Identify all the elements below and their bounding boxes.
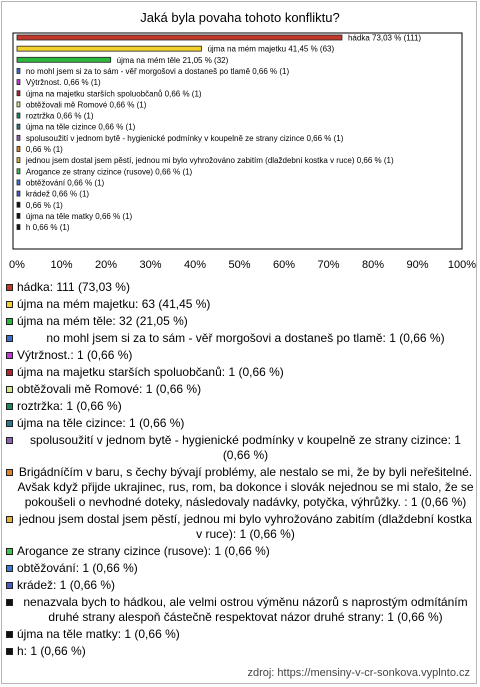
legend — [6, 280, 474, 661]
legend-swatch — [6, 318, 13, 325]
legend-item — [6, 512, 474, 542]
legend-swatch — [6, 631, 13, 638]
legend-label: obtěžovali mě Romové: 1 (0,66 %) — [17, 382, 202, 396]
x-tick-label-1: 10% — [50, 259, 73, 271]
legend-label: krádež: 1 (0,66 %) — [17, 578, 116, 592]
bar-12 — [17, 169, 20, 174]
legend-swatch — [6, 582, 13, 589]
chart-title: Jaká byla povaha tohoto konfliktu? — [140, 10, 340, 25]
bar-7 — [17, 113, 20, 118]
legend-swatch — [6, 548, 13, 555]
bar-9 — [17, 135, 20, 140]
x-tick-label-10: 100% — [447, 259, 477, 271]
bar-10 — [17, 147, 20, 152]
legend-label: újma na majetku starších spoluobčanů: 1 (0,66 %) — [17, 365, 284, 379]
legend-item — [6, 595, 474, 625]
bar-chart — [0, 0, 480, 280]
legend-item — [6, 627, 474, 642]
legend-swatch — [6, 403, 13, 410]
x-tick-label-8: 80% — [361, 259, 385, 271]
legend-item — [6, 348, 474, 363]
bar-label-8: újma na těle cizince 0,66 % (1) — [25, 122, 136, 132]
legend-swatch — [6, 516, 13, 523]
legend-swatch — [6, 437, 13, 444]
bar-1 — [17, 46, 201, 51]
bar-17 — [17, 225, 20, 230]
legend-label: hádka: 111 (73,03 %) — [17, 280, 130, 294]
legend-item — [6, 561, 474, 576]
bar-label-3: no mohl jsem si za to sám - věř morgošovi a dostaneš po tlamě 0,66 % (1) — [25, 66, 290, 76]
x-tick-label-9: 90% — [406, 259, 429, 271]
bar-label-13: obtěžování 0,66 % (1) — [25, 178, 105, 188]
legend-label: Výtržnost.: 1 (0,66 %) — [17, 348, 133, 362]
bar-label-2: újma na mém těle 21,05 % (32) — [116, 55, 229, 65]
legend-label: Arogance ze strany cizince (rusove): 1 (0,66 %) — [17, 544, 270, 558]
legend-label: roztržka: 1 (0,66 %) — [17, 399, 122, 413]
x-tick-label-6: 60% — [272, 259, 296, 271]
bar-14 — [17, 191, 20, 196]
bar-label-1: újma na mém majetku 41,45 % (63) — [207, 44, 335, 54]
legend-item — [6, 365, 474, 380]
bar-label-4: Výtržnost. 0,66 % (1) — [25, 78, 101, 88]
legend-item — [6, 331, 474, 346]
legend-item — [6, 280, 474, 295]
bar-5 — [17, 91, 20, 96]
legend-item — [6, 297, 474, 312]
legend-label: no mohl jsem si za to sám - věř morgošovi a dostaneš po tlamě: 1 (0,66 %) — [46, 331, 445, 345]
bar-15 — [17, 202, 20, 207]
bar-8 — [17, 124, 20, 129]
bar-6 — [17, 102, 20, 107]
legend-label: újma na těle matky: 1 (0,66 %) — [17, 627, 180, 641]
x-tick-label-5: 50% — [228, 259, 251, 271]
legend-item — [6, 465, 474, 510]
bar-label-11: jednou jsem dostal jsem pěstí, jednou mi bylo vyhrožováno zabitím (dlaždební kostka v ruce) 0,66 % (1) — [25, 156, 394, 166]
x-tick-label-7: 70% — [317, 259, 340, 271]
legend-swatch — [6, 565, 13, 572]
legend-label: újma na mém majetku: 63 (41,45 %) — [17, 297, 211, 311]
bar-label-14: krádež 0,66 % (1) — [25, 189, 90, 199]
bar-4 — [17, 80, 20, 85]
bar-11 — [17, 158, 20, 163]
legend-swatch — [6, 284, 13, 291]
bar-2 — [17, 57, 111, 62]
bar-label-6: obtěžovali mě Romové 0,66 % (1) — [25, 100, 147, 110]
legend-label: spolusoužití v jednom bytě - hygienické podmínky v koupelně ze strany cizince: 1 (0,66 %) — [30, 433, 461, 462]
legend-item — [6, 382, 474, 397]
bar-13 — [17, 180, 20, 185]
legend-swatch — [6, 352, 13, 359]
legend-swatch — [6, 420, 13, 427]
legend-item — [6, 433, 474, 463]
legend-label: újma na těle cizince: 1 (0,66 %) — [17, 416, 185, 430]
bar-label-0: hádka 73,03 % (111) — [347, 33, 422, 43]
bar-3 — [17, 68, 20, 73]
legend-item — [6, 416, 474, 431]
legend-label: nenazvala bych to hádkou, ale velmi ostrou výměnu názorů s naprostým odmítáním druhé strany alespoň částečně respektovat názor druhé strany: 1 (0,66 %) — [23, 595, 468, 624]
legend-label: Brigádníčím v baru, s čechy bývají problémy, ale nestalo se mi, že by byli neřešitelné. Avšak když přijde ukrajinec, rus, rom, ba dokonce i slovák nejednou se mi stalo, že se pokoušeli o nevhodné doteky, následovaly nadávky, potyčka, výhrůžky. : 1 (0,66 %) — [17, 465, 474, 509]
source-note: zdroj: https://mensiny-v-cr-sonkova.vyplnto.cz — [247, 667, 470, 679]
legend-item — [6, 314, 474, 329]
bar-16 — [17, 213, 20, 218]
legend-label: újma na mém těle: 32 (21,05 %) — [17, 314, 188, 328]
legend-swatch — [6, 386, 13, 393]
legend-item — [6, 399, 474, 414]
bar-label-9: spolusoužití v jednom bytě - hygienické podmínky v koupelně ze strany cizince 0,66 % (1) — [25, 133, 344, 143]
bar-label-7: roztržka 0,66 % (1) — [25, 111, 94, 121]
legend-swatch — [6, 469, 13, 476]
x-tick-label-0: 0% — [9, 259, 25, 271]
legend-swatch — [6, 301, 13, 308]
x-tick-label-2: 20% — [94, 259, 118, 271]
legend-label: obtěžování: 1 (0,66 %) — [17, 561, 138, 575]
bar-label-15: 0,66 % (1) — [25, 200, 63, 210]
x-tick-label-3: 30% — [139, 259, 162, 271]
bar-label-10: 0,66 % (1) — [25, 145, 63, 154]
legend-swatch — [6, 648, 13, 655]
bar-0 — [17, 35, 342, 40]
bar-label-17: h 0,66 % (1) — [25, 223, 70, 233]
legend-item — [6, 544, 474, 559]
legend-label: h: 1 (0,66 %) — [17, 644, 86, 658]
bar-label-12: Arogance ze strany cizince (rusove) 0,66 % (1) — [25, 167, 193, 177]
legend-swatch — [6, 369, 13, 376]
legend-item — [6, 644, 474, 659]
x-tick-label-4: 40% — [183, 259, 207, 271]
legend-swatch — [6, 335, 13, 342]
legend-swatch — [6, 599, 13, 606]
legend-label: jednou jsem dostal jsem pěstí, jednou mi bylo vyhrožováno zabitím (dlaždební kostka v ruce): 1 (0,66 %) — [19, 512, 472, 541]
bar-label-16: újma na těle matky 0,66 % (1) — [25, 211, 133, 221]
legend-item — [6, 578, 474, 593]
bar-label-5: újma na majetku starších spoluobčanů 0,66 % (1) — [25, 89, 202, 99]
